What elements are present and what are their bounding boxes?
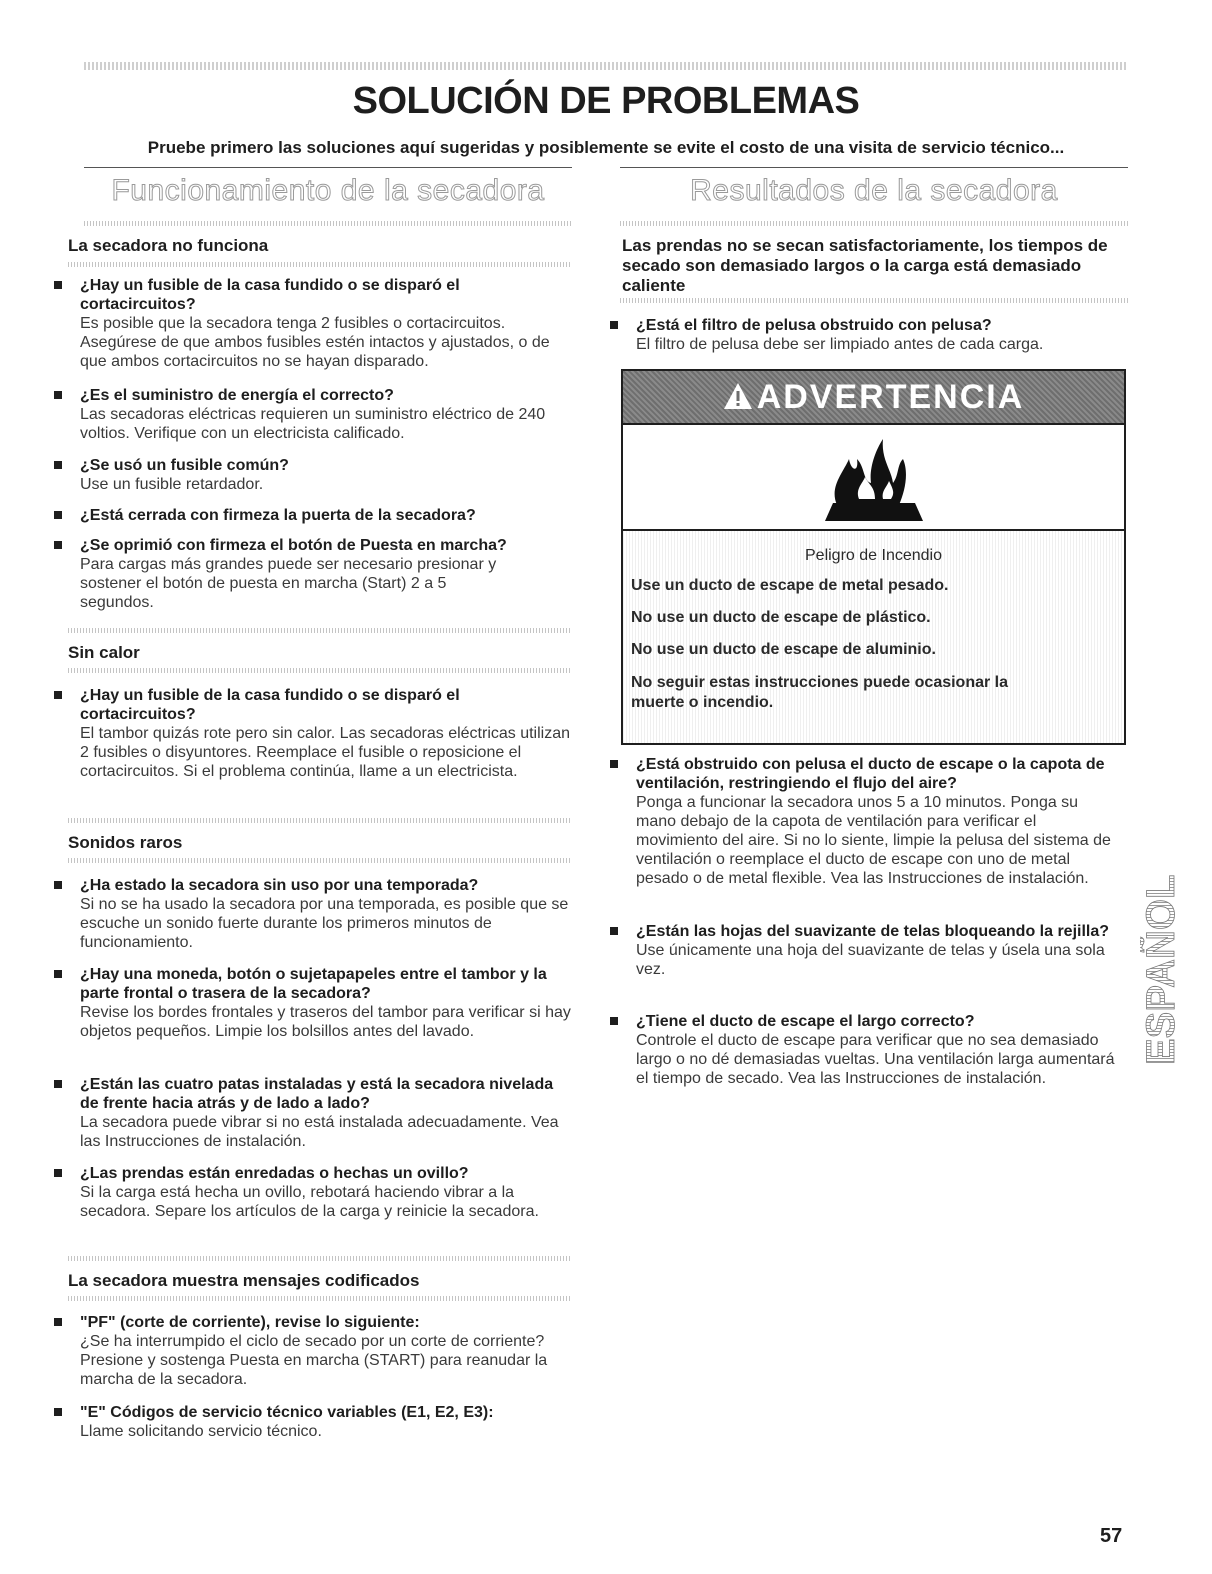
section-title-no-funciona: La secadora no funciona <box>68 236 269 255</box>
list-item <box>80 506 572 525</box>
bullet-icon <box>54 1318 62 1326</box>
warning-banner-text <box>623 378 1124 417</box>
page-title: SOLUCIÓN DE PROBLEMAS <box>352 80 860 122</box>
section-dots <box>620 298 1128 303</box>
answer: La secadora puede vibrar si no está instalada adecuadamente. Vea las Instrucciones de instalación. <box>80 1114 559 1150</box>
answer: Controle el ducto de escape para verificar que no sea demasiado largo o no dé demasiadas vueltas. Una ventilación larga aumentará el tiempo de secado. Vea las Instrucciones de instalación. <box>636 1032 1115 1087</box>
bullet-icon <box>54 691 62 699</box>
question: ¿Tiene el ducto de escape el largo correcto? <box>636 1013 975 1030</box>
answer: El filtro de pelusa debe ser limpiado antes de cada carga. <box>636 336 1044 353</box>
list-item <box>80 456 572 494</box>
answer: Use un fusible retardador. <box>80 476 264 493</box>
top-dotted-rule <box>84 62 1128 70</box>
bullet-icon <box>610 1017 618 1025</box>
answer: Para cargas más grandes puede ser necesario presionar y sostener el botón de puesta en marcha (Start) 2 a 5 segundos. <box>80 556 497 611</box>
section-dots <box>68 1296 572 1301</box>
question: ¿Se usó un fusible común? <box>80 457 289 474</box>
section-title-sonidos-raros: Sonidos raros <box>68 833 183 852</box>
answer: Ponga a funcionar la secadora unos 5 a 10 minutos. Ponga su mano debajo de la capota de ventilación para verificar el movimiento del aire. Si no lo siente, limpie la pelusa del sistema de ventilación o reemplace el ducto de escape con uno de metal pesado o de metal flexible. Vea las Instrucciones de instalación. <box>636 794 1111 887</box>
question: ¿Está obstruido con pelusa el ducto de escape o la capota de ventilación, restringiendo el flujo del aire? <box>636 756 1105 792</box>
list-item <box>80 965 572 1041</box>
list-item <box>80 536 572 612</box>
answer: Si no se ha usado la secadora por una temporada, es posible que se escuche un sonido fuerte durante los primeros minutos de funcionamiento. <box>80 896 569 951</box>
right-column-heading: Resultados de la secadora <box>690 174 1058 207</box>
list-item <box>80 1403 572 1441</box>
page-subtitle: Pruebe primero las soluciones aquí sugeridas y posiblemente se evite el costo de una visita de servicio técnico... <box>147 138 1065 157</box>
bullet-icon <box>54 970 62 978</box>
question: ¿Ha estado la secadora sin uso por una temporada? <box>80 877 479 894</box>
question: "PF" (corte de corriente), revise lo siguiente: <box>80 1314 420 1331</box>
section-title-prendas-no-secan: Las prendas no se secan satisfactoriamente, los tiempos de secado son demasiado largos o la carga está demasiado caliente <box>622 236 1108 295</box>
answer: Revise los bordes frontales y traseros del tambor para verificar si hay objetos pequeños. Limpie los bolsillos antes del lavado. <box>80 1004 571 1040</box>
right-heading-dots <box>620 221 1128 226</box>
warning-line: Use un ducto de escape de metal pesado. <box>631 577 949 594</box>
section-title-mensajes-codificados: La secadora muestra mensajes codificados <box>68 1271 420 1290</box>
section-dots <box>68 668 572 673</box>
hazard-title: Peligro de Incendio <box>805 547 942 564</box>
section-dots <box>68 818 572 823</box>
list-item <box>636 1012 1122 1088</box>
answer: Es posible que la secadora tenga 2 fusibles o cortacircuitos. Asegúrese de que ambos fusibles estén intactos y ajustados, o de que ambos cortacircuitos no se hayan disparado. <box>80 315 550 370</box>
bullet-icon <box>54 541 62 549</box>
right-heading-rule <box>620 167 1128 168</box>
answer: ¿Se ha interrumpido el ciclo de secado por un corte de corriente? Presione y sostenga Puesta en marcha (START) para reanudar la marcha de la secadora. <box>80 1333 548 1388</box>
svg-text:ESPAÑOL: ESPAÑOL <box>1140 874 1183 1065</box>
question: ¿Hay un fusible de la casa fundido o se disparó el cortacircuitos? <box>80 687 460 723</box>
warning-box <box>621 369 1126 745</box>
section-dots <box>68 858 572 863</box>
question: ¿Es el suministro de energía el correcto? <box>80 387 394 404</box>
warning-line: No use un ducto de escape de plástico. <box>631 609 931 626</box>
question: ¿Están las hojas del suavizante de telas bloqueando la rejilla? <box>636 923 1110 940</box>
bullet-icon <box>54 391 62 399</box>
bullet-icon <box>610 760 618 768</box>
list-item <box>636 316 1122 354</box>
bullet-icon <box>610 321 618 329</box>
section-dots <box>68 1256 572 1261</box>
page-number: 57 <box>1100 1525 1123 1547</box>
question: ¿Está el filtro de pelusa obstruido con pelusa? <box>636 317 992 334</box>
answer: Si la carga está hecha un ovillo, rebotará haciendo vibrar a la secadora. Separe los artículos de la carga y reinicie la secadora. <box>80 1184 539 1220</box>
bullet-icon <box>54 461 62 469</box>
list-item <box>80 876 572 952</box>
list-item <box>80 686 572 781</box>
bullet-icon <box>610 927 618 935</box>
list-item <box>80 1313 572 1389</box>
warning-banner <box>623 371 1124 425</box>
warning-line: No use un ducto de escape de aluminio. <box>631 641 936 658</box>
warning-triangle-icon <box>723 382 753 410</box>
list-item <box>80 386 572 443</box>
list-item <box>636 755 1122 888</box>
question: ¿Hay un fusible de la casa fundido o se disparó el cortacircuitos? <box>80 277 460 313</box>
section-title-sin-calor: Sin calor <box>68 643 140 662</box>
question: ¿Las prendas están enredadas o hechas un ovillo? <box>80 1165 469 1182</box>
answer: El tambor quizás rote pero sin calor. Las secadoras eléctricas utilizan 2 fusibles o disyuntores. Reemplace el fusible o reposicione el cortacircuitos. Si el problema continúa, llame a un electricista. <box>80 725 571 780</box>
bullet-icon <box>54 1169 62 1177</box>
bullet-icon <box>54 881 62 889</box>
list-item <box>80 276 572 371</box>
left-column-heading: Funcionamiento de la secadora <box>111 174 545 207</box>
list-item <box>636 922 1122 979</box>
bullet-icon <box>54 511 62 519</box>
warning-icon-area <box>623 425 1124 531</box>
section-dots <box>68 262 572 267</box>
section-dots <box>68 628 572 633</box>
answer: Llame solicitando servicio técnico. <box>80 1423 322 1440</box>
answer: Use únicamente una hoja del suavizante de telas y úsela una sola vez. <box>636 942 1105 978</box>
left-heading-rule <box>84 167 572 168</box>
side-tab-label <box>1140 815 1184 1065</box>
question: "E" Códigos de servicio técnico variables (E1, E2, E3): <box>80 1404 494 1421</box>
answer: Las secadoras eléctricas requieren un suministro eléctrico de 240 voltios. Verifique con un electricista calificado. <box>80 406 546 442</box>
bullet-icon <box>54 281 62 289</box>
question: ¿Hay una moneda, botón o sujetapapeles entre el tambor y la parte frontal o trasera de la secadora? <box>80 966 547 1002</box>
bullet-icon <box>54 1080 62 1088</box>
question: ¿Está cerrada con firmeza la puerta de la secadora? <box>80 507 476 524</box>
warning-line: No seguir estas instrucciones puede ocasionar la muerte o incendio. <box>631 674 1009 711</box>
question: ¿Están las cuatro patas instaladas y está la secadora nivelada de frente hacia atrás y de lado a lado? <box>80 1076 554 1112</box>
list-item <box>80 1164 572 1221</box>
question: ¿Se oprimió con firmeza el botón de Puesta en marcha? <box>80 537 507 554</box>
bullet-icon <box>54 1408 62 1416</box>
fire-icon <box>819 429 929 525</box>
warning-label: ADVERTENCIA <box>756 378 1025 416</box>
warning-text-area <box>623 531 1124 743</box>
list-item <box>80 1075 572 1151</box>
language-side-tab <box>1140 815 1184 1065</box>
left-heading-dots <box>84 221 572 226</box>
